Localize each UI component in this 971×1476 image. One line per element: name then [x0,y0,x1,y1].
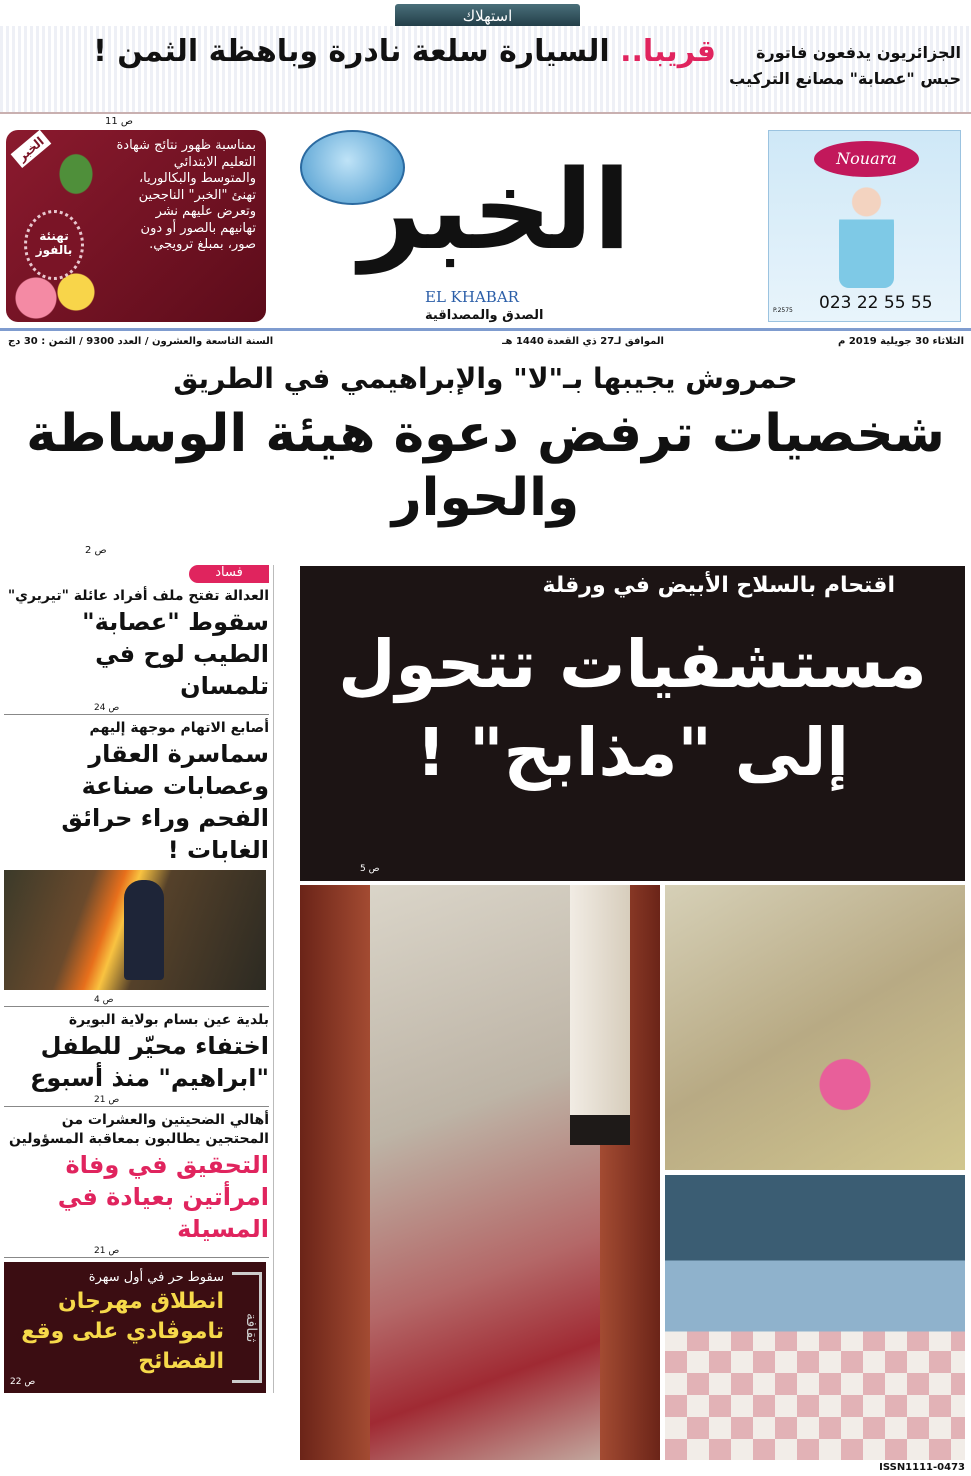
lead-headline[interactable]: شخصيات ترفض دعوة هيئة الوساطة والحوار [26,404,945,528]
masthead-logo: الخبر [359,146,631,274]
center-story[interactable] [300,566,965,881]
lead-subhead: حمروش يجيبها بـ"لا" والإبراهيمي في الطريق [173,362,798,395]
top-story-headline[interactable] [16,32,716,72]
story-4[interactable] [4,1111,269,1258]
headline-main-part: السيارة سلعة نادرة وباهظة الثمن ! [93,34,610,69]
story-3[interactable] [4,1011,269,1107]
ad-brand: Nouara [814,141,919,177]
left-column [4,565,274,1393]
page-ref: ص 2 [85,545,107,556]
leaves-image [56,150,106,210]
culture-box[interactable] [4,1262,266,1393]
story-headline: اختفاء محيّر للطفل "ابراهيم" منذ أسبوع [30,1032,269,1092]
story-2[interactable] [4,719,269,866]
section-tab-consumption: استهلاك [395,4,580,28]
nouara-ad[interactable] [768,130,961,322]
story-kicker: أصابع الاتهام موجهة إليهم [89,720,269,736]
page-ref: ص 24 [4,702,269,715]
ad-badge: تهنئة بالفوز [24,210,84,280]
masthead-rule [0,328,971,331]
story-headline: سماسرة العقار وعصابات صناعة الفحم وراء حرائق الغابات ! [61,740,269,864]
ad-text: بمناسبة ظهور نتائج شهادة التعليم الابتدائي والمتوسط والبكالوريا، تهنئ "الخبر" الناجحين وتعرض عليهم نشر تهانيهم بالصور أو دون صور، بمبلغ ترويجي. [116,138,256,252]
ad-illustration [839,183,894,288]
story-headline: التحقيق في وفاة امرأتين بعيادة في المسيلة [57,1151,269,1243]
issn: ISSN1111-0473 [879,1462,965,1473]
page-ref: ص 11 [105,116,134,127]
date: الثلاثاء 30 جويلية 2019 م [838,336,964,347]
section-tag-corruption: فساد [189,565,269,583]
story-kicker: العدالة تفتح ملف أفراد عائلة "تيريري" [7,588,269,604]
issue-info: السنة التاسعة والعشرون / العدد 9300 / الثمن : 30 دج [8,336,274,347]
masthead-logo-en: EL KHABAR [425,288,519,306]
culture-headline: انطلاق مهرجان تاموڤادي على وقع الفضائح [21,1289,224,1374]
person-figure [570,885,630,1145]
center-story-headline: مستشفيات تتحول إلى "مذابح" ! [338,626,927,791]
hijri-date: الموافق لـ27 ذي القعدة 1440 هـ [502,336,664,347]
page-ref: ص 4 [4,994,269,1007]
page-ref: ص 21 [4,1245,269,1258]
culture-section-label: ثقافة [232,1272,262,1383]
story-kicker: بلدية عين بسام بولاية البويرة [68,1012,269,1028]
top-story-kicker: الجزائريون يدفعون فاتورة حبس "عصابة" مصانع التركيب [729,43,961,88]
masthead-motto: الصدق والمصداقية [425,308,544,323]
headline-red-part: قريبا.. [620,34,716,69]
center-story-kicker: اقتحام بالسلاح الأبيض في ورقلة [542,573,895,598]
culture-kicker: سقوط حر في أول سهرة [88,1270,224,1285]
dateline [8,336,964,350]
firefighter-figure [124,880,164,980]
page-ref: ص 21 [4,1094,269,1107]
ad-code: P.2575 [773,307,793,314]
page-ref: ص 5 [360,864,380,874]
ad-phone: 023 22 55 55 [819,293,933,313]
story-kicker: أهالي الضحيتين والعشرات من المحتجين يطالبون بمعاقبة المسؤولين [8,1112,269,1147]
story-headline: سقوط "عصابة" الطيب لوح في تلمسان [82,608,269,700]
door [300,885,370,1460]
ad-logo: الخبر [11,130,51,168]
firefighter-photo [4,870,266,990]
hospital-floor-photo [300,885,660,1460]
page-ref: ص 22 [10,1377,36,1387]
hospital-ward-photo [665,1175,965,1460]
hospital-papers-photo [665,885,965,1170]
congratulations-ad[interactable] [6,130,266,322]
story-1[interactable] [4,587,269,715]
